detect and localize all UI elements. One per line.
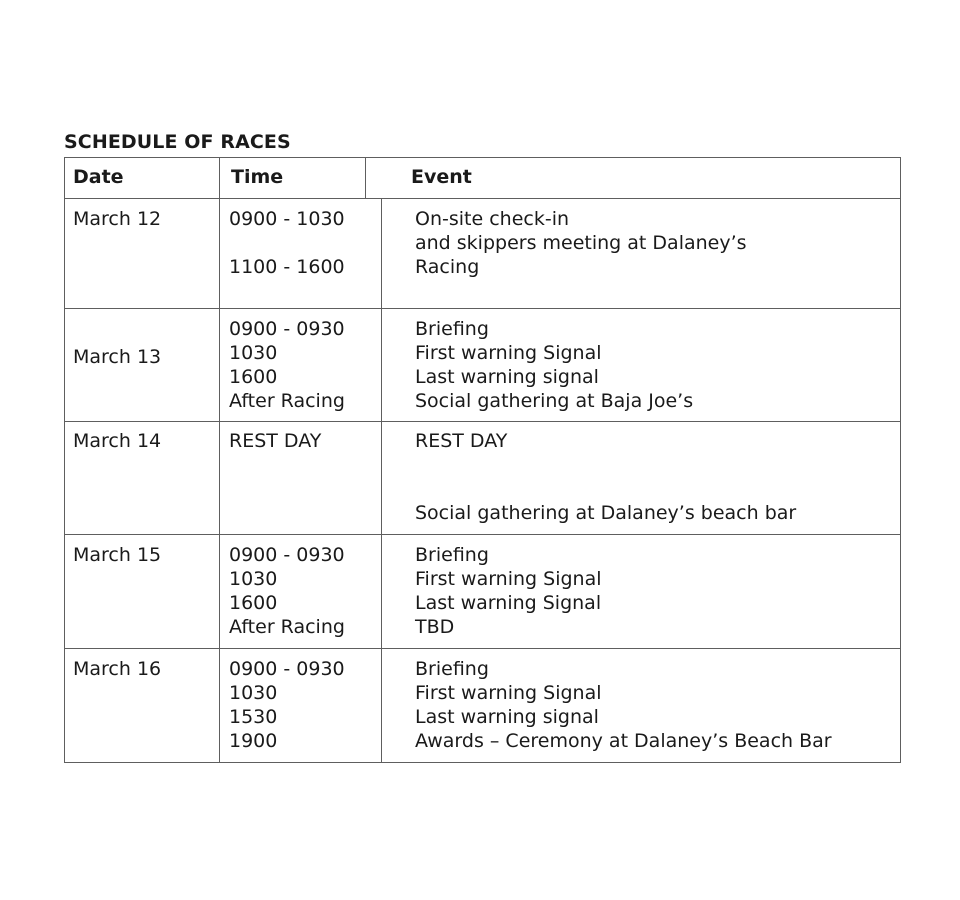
row-times [229, 317, 345, 413]
schedule-table [64, 157, 901, 763]
time-entry: 1600 [229, 592, 278, 614]
column-divider [381, 198, 382, 763]
row-date: March 12 [73, 208, 162, 230]
column-header-date: Date [73, 166, 124, 188]
event-entry: REST DAY [415, 430, 508, 452]
row-date: March 13 [73, 346, 162, 368]
header-divider [64, 198, 901, 199]
event-entry: Briefing [415, 318, 489, 340]
event-entry: First warning Signal [415, 682, 602, 704]
time-entry: 0900 - 1030 [229, 208, 345, 230]
time-entry: 1100 - 1600 [229, 256, 345, 278]
event-entry: Social gathering at Baja Joe’s [415, 390, 694, 412]
column-header-event: Event [411, 166, 472, 188]
event-entry: On-site check-in [415, 208, 570, 230]
event-entry: Last warning signal [415, 706, 599, 728]
event-entry: Racing [415, 256, 480, 278]
time-entry: 0900 - 0930 [229, 318, 345, 340]
event-entry: Last warning signal [415, 366, 599, 388]
time-entry: REST DAY [229, 430, 322, 452]
time-entry: 1600 [229, 366, 278, 388]
row-events [415, 657, 832, 753]
row-times [229, 657, 345, 753]
row-times [229, 429, 321, 453]
row-events [415, 317, 693, 413]
event-entry: Briefing [415, 658, 489, 680]
column-divider [365, 157, 366, 199]
row-date: March 14 [73, 430, 162, 452]
time-entry: 1900 [229, 730, 278, 752]
column-divider [219, 157, 220, 763]
row-events [415, 207, 747, 279]
row-divider [64, 308, 901, 309]
time-entry: After Racing [229, 390, 345, 412]
time-entry: 0900 - 0930 [229, 544, 345, 566]
row-divider [64, 534, 901, 535]
time-entry [229, 231, 345, 255]
event-entry: TBD [415, 616, 455, 638]
time-entry: 1530 [229, 706, 278, 728]
event-entry: First warning Signal [415, 568, 602, 590]
table-border-bottom [64, 762, 901, 763]
event-entry [415, 453, 796, 477]
row-times [229, 543, 345, 639]
time-entry: 1030 [229, 682, 278, 704]
column-header-time: Time [231, 166, 284, 188]
time-entry: 1030 [229, 342, 278, 364]
event-entry: Last warning Signal [415, 592, 602, 614]
time-entry: After Racing [229, 616, 345, 638]
event-entry: Social gathering at Dalaney’s beach bar [415, 502, 797, 524]
event-entry [415, 477, 796, 501]
row-date: March 16 [73, 658, 162, 680]
time-entry: 0900 - 0930 [229, 658, 345, 680]
row-events [415, 543, 602, 639]
row-date: March 15 [73, 544, 162, 566]
event-entry: Awards – Ceremony at Dalaney’s Beach Bar [415, 730, 832, 752]
event-entry: and skippers meeting at Dalaney’s [415, 232, 747, 254]
table-border-left [64, 157, 65, 763]
page-title: SCHEDULE OF RACES [64, 131, 291, 153]
row-events [415, 429, 796, 525]
table-border-right [900, 157, 901, 763]
row-divider [64, 648, 901, 649]
time-entry: 1030 [229, 568, 278, 590]
row-times [229, 207, 345, 279]
event-entry: Briefing [415, 544, 489, 566]
row-divider [64, 421, 901, 422]
table-border-top [64, 157, 901, 158]
event-entry: First warning Signal [415, 342, 602, 364]
